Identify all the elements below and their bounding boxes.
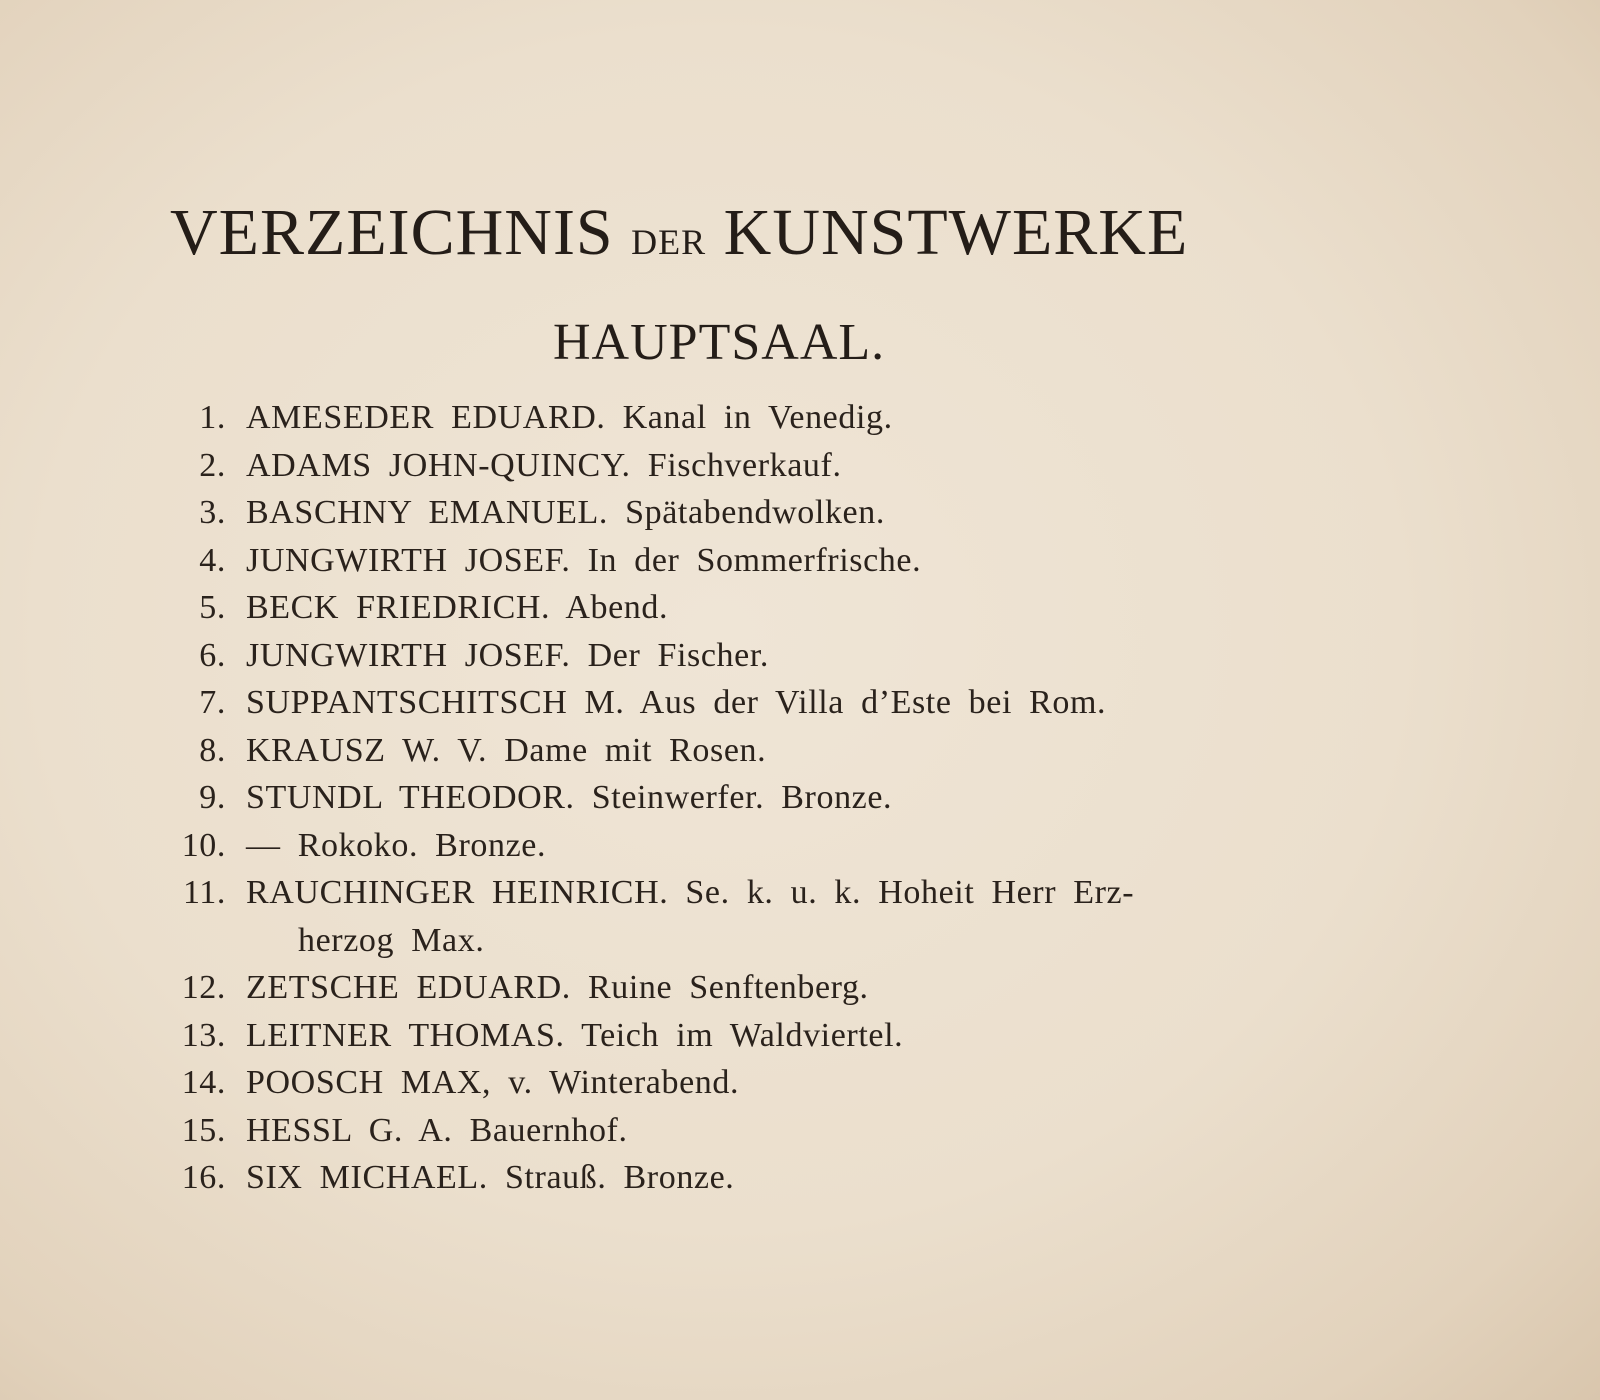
entry-text-continuation: herzog Max. [298,921,485,959]
entry-text: BECK FRIEDRICH. Abend. [246,589,669,626]
entry-number: 6. [199,636,226,674]
page-title [170,193,1330,282]
list-item [160,442,1340,490]
list-item [160,1107,1340,1155]
entry-text: JUNGWIRTH JOSEF. Der Fischer. [246,636,769,674]
entry-text: ADAMS JOHN-QUINCY. Fischverkauf. [246,446,842,484]
entry-number: 5. [199,589,226,626]
list-item [160,822,1340,870]
entry-number: 14. [181,1064,226,1101]
entry-number: 1. [199,399,226,436]
list-item [160,727,1340,775]
list-item [160,584,1340,632]
list-item [160,774,1340,822]
list-item [160,537,1340,585]
entry-text: HESSL G. A. Bauernhof. [246,1111,628,1149]
list-item [160,1012,1340,1060]
list-item [160,679,1340,727]
entry-text: KRAUSZ W. V. Dame mit Rosen. [246,731,767,769]
title-part-der: DER [631,222,707,262]
entry-text: POOSCH MAX, v. Winterabend. [246,1064,740,1101]
list-item [160,632,1340,680]
entry-number: 12. [181,969,226,1006]
list-item [160,1059,1340,1107]
entry-text: JUNGWIRTH JOSEF. In der Sommerfrische. [246,541,922,579]
entry-number: 13. [181,1016,226,1054]
entry-number: 3. [199,494,226,531]
list-item [160,869,1340,964]
entry-number: 15. [181,1111,226,1149]
entry-number: 9. [199,779,226,816]
section-title: HAUPTSAAL. [553,314,886,371]
list-item [160,1154,1340,1202]
entry-number: 16. [181,1159,226,1196]
entry-text: STUNDL THEODOR. Steinwerfer. Bronze. [246,779,893,816]
list-item [160,964,1340,1012]
entry-text: AMESEDER EDUARD. Kanal in Venedig. [246,399,893,436]
entry-text: — Rokoko. Bronze. [246,826,547,864]
entry-text: SUPPANTSCHITSCH M. Aus der Villa d’Este bei Rom. [246,684,1107,721]
entry-text: RAUCHINGER HEINRICH. Se. k. u. k. Hoheit Herr Erz- [246,874,1135,911]
entry-text: LEITNER THOMAS. Teich im Waldviertel. [246,1016,904,1054]
entry-text-wrapped [246,869,1326,964]
entry-text: BASCHNY EMANUEL. Spätabendwolken. [246,494,885,531]
list-item [160,394,1340,442]
title-part-verzeichnis: VERZEICHNIS [170,196,632,269]
entry-number: 2. [199,446,226,484]
artwork-list [160,394,1340,1202]
entry-text: ZETSCHE EDUARD. Ruine Senftenberg. [246,969,869,1006]
entry-number: 7. [199,684,226,721]
entry-number: 10. [181,826,226,864]
entry-number: 4. [199,541,226,579]
entry-number: 8. [199,731,226,769]
title-part-kunstwerke: KUNSTWERKE [706,196,1189,269]
entry-number: 11. [182,874,226,911]
list-item [160,489,1340,537]
entry-text: SIX MICHAEL. Strauß. Bronze. [246,1159,735,1196]
